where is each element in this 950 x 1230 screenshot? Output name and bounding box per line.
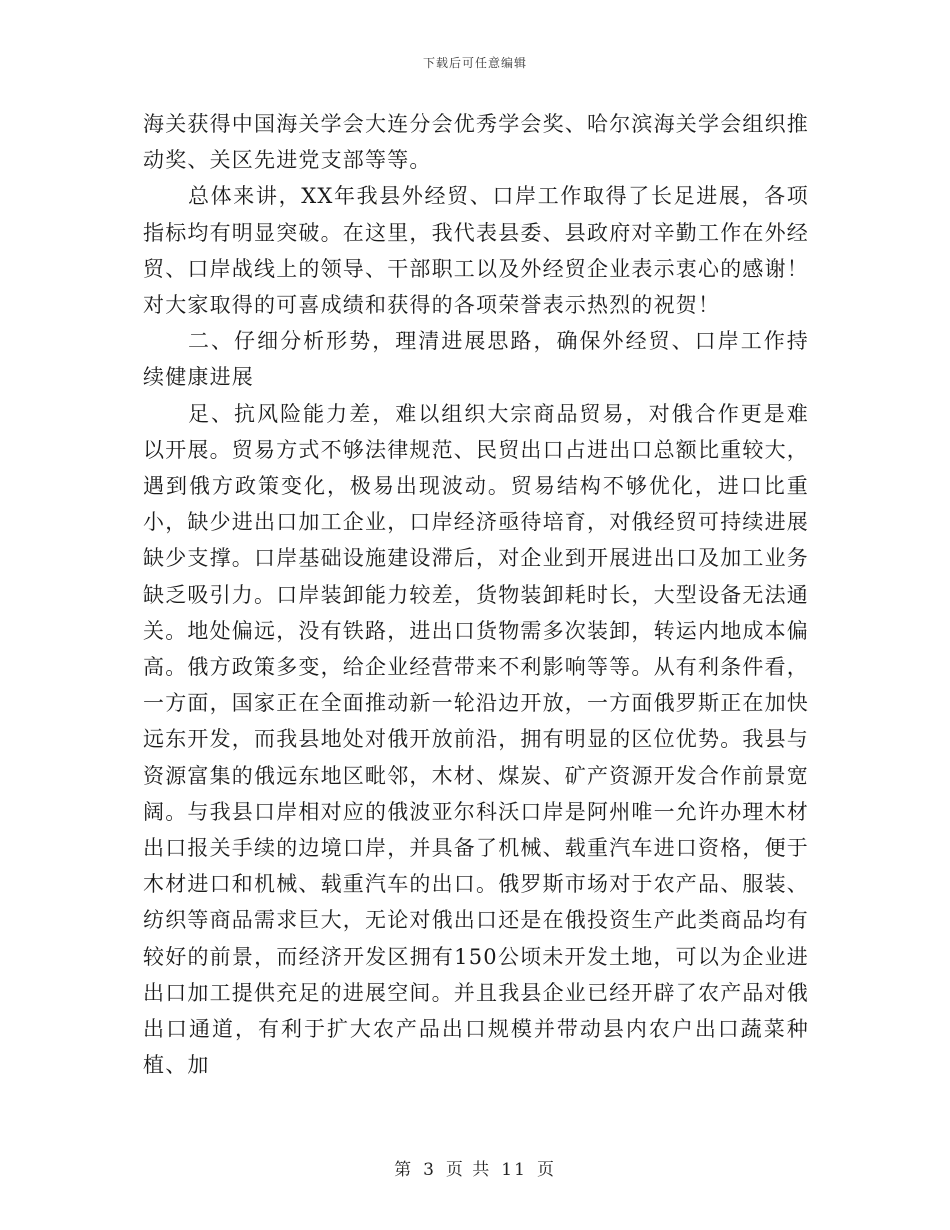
footer-prefix: 第 [394, 1160, 414, 1180]
paragraph-3-heading: 二、仔细分析形势，理清进展思路，确保外经贸、口岸工作持续健康进展 [143, 329, 809, 390]
paragraph-2: 总体来讲，XX年我县外经贸、口岸工作取得了长足进展，各项指标均有明显突破。在这里，我代表县委、县政府对辛勤工作在外经贸、口岸战线上的领导、干部职工以及外经贸企业表示衷心的感谢！对大家取得的可喜成绩和获得的各项荣誉表示热烈的祝贺！ [143, 184, 809, 318]
footer-middle: 页 共 [445, 1160, 492, 1180]
page-header: 下载后可任意编辑 [422, 56, 527, 70]
footer-suffix: 页 [536, 1160, 556, 1180]
page-number: 3 [423, 1160, 436, 1180]
page-footer [0, 1155, 950, 1180]
paragraph-4: 足、抗风险能力差，难以组织大宗商品贸易，对俄合作更是难以开展。贸易方式不够法律规范、民贸出口占进出口总额比重较大，遇到俄方政策变化，极易出现波动。贸易结构不够优化，进口比重小，缺少进出口加工企业，口岸经济亟待培育，对俄经贸可持续进展缺少支撑。口岸基础设施建设滞后，对企业到开展进出口及加工业务缺乏吸引力。口岸装卸能力较差，货物装卸耗时长，大型设备无法通关。地处偏远，没有铁路，进出口货物需多次装卸，转运内地成本偏高。俄方政策多变，给企业经营带来不利影响等等。从有利条件看，一方面，国家正在全面推动新一轮沿边开放，一方面俄罗斯正在加快远东开发，而我县地处对俄开放前沿，拥有明显的区位优势。我县与资源富集的俄远东地区毗邻，木材、煤炭、矿产资源开发合作前景宽阔。与我县口岸相对应的俄波亚尔科沃口岸是阿州唯一允许办理木材出口报关手续的边境口岸，并具备了机械、载重汽车进口资格，便于木材进口和机械、载重汽车的出口。俄罗斯市场对于农产品、服装、纺织等商品需求巨大，无论对俄出口还是在俄投资生产此类商品均有较好的前景，而经济开发区拥有150公顷未开发土地，可以为企业进出口加工提供充足的进展空间。并且我县企业已经开辟了农产品对俄出口通道，有利于扩大农产品出口规模并带动县内农户出口蔬菜种植、加 [143, 401, 809, 1078]
total-pages: 11 [501, 1160, 527, 1180]
document-body [143, 106, 809, 1083]
paragraph-1: 海关获得中国海关学会大连分会优秀学会奖、哈尔滨海关学会组织推动奖、关区先进党支部等等。 [143, 112, 809, 173]
